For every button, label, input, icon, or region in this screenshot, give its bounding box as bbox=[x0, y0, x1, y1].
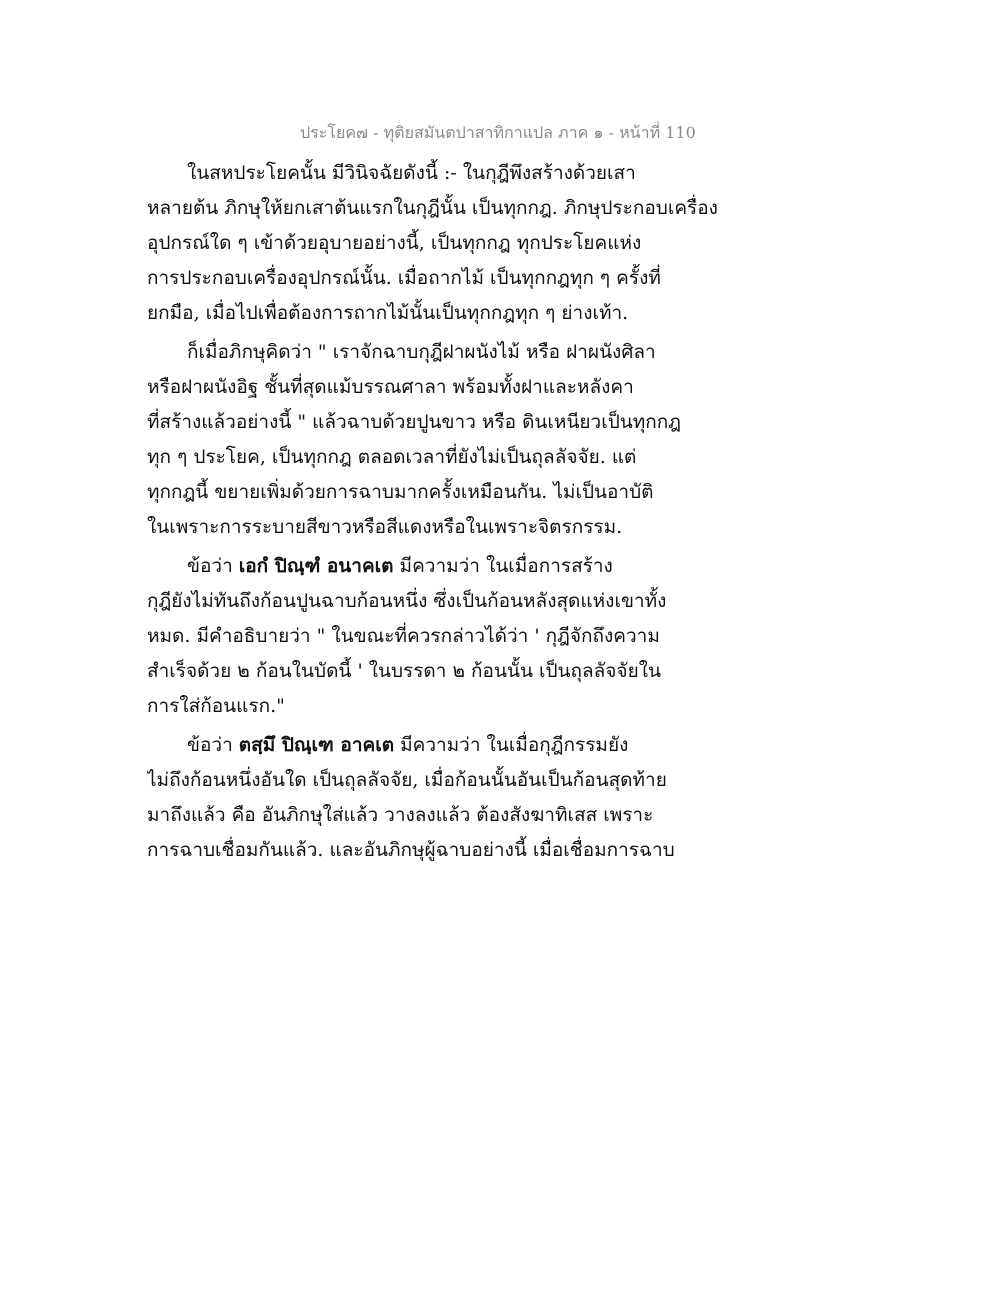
paragraph-3-lead-rest: มีความว่า ในเมื่อการสร้าง bbox=[393, 555, 613, 577]
paragraph-2-line-6: ในเพราะการระบายสีขาวหรือสีแดงหรือในเพราะจิตรกรรม. bbox=[147, 516, 623, 538]
paragraph-4-line-3: มาถึงแล้ว คือ อันภิกษุใส่แล้ว วางลงแล้ว ต้องสังฆาทิเสส เพราะ bbox=[147, 804, 654, 826]
paragraph-4-line-2: ไม่ถึงก้อนหนึ่งอันใด เป็นถุลลัจจัย, เมื่อก้อนนั้นอันเป็นก้อนสุดท้าย bbox=[147, 769, 667, 791]
paragraph-2-line-5: ทุกกฎนี้ ขยายเพิ่มด้วยการฉาบมากครั้งเหมือนกัน. ไม่เป็นอาบัติ bbox=[147, 481, 654, 503]
paragraph-3-line-5: การใส่ก้อนแรก." bbox=[147, 695, 285, 717]
paragraph-1-line-2: หลายต้น ภิกษุให้ยกเสาต้นแรกในกุฎีนั้น เป็นทุกกฎ. ภิกษุประกอบเครื่อง bbox=[147, 197, 718, 219]
pali-term-ekam-pindam: เอกํ ปิณฺฑํ อนาคเต bbox=[238, 555, 394, 577]
paragraph-2-line-4: ทุก ๆ ประโยค, เป็นทุกกฎ ตลอดเวลาที่ยังไม่เป็นถุลลัจจัย. แต่ bbox=[147, 446, 637, 468]
paragraph-1-line-1: ในสหประโยคนั้น มีวินิจฉัยดังนี้ :- ในกุฎีพึงสร้างด้วยเสา bbox=[187, 162, 636, 184]
paragraph-4-line-4: การฉาบเชื่อมกันแล้ว. และอันภิกษุผู้ฉาบอย่างนี้ เมื่อเชื่อมการฉาบ bbox=[147, 839, 675, 861]
document-body bbox=[147, 156, 747, 868]
paragraph-4-lead-rest: มีความว่า ในเมื่อกุฎีกรรมยัง bbox=[394, 734, 629, 756]
paragraph-3-line-4: สำเร็จด้วย ๒ ก้อนในบัดนี้ ' ในบรรดา ๒ ก้อนนั้น เป็นถุลลัจจัยใน bbox=[147, 660, 661, 682]
running-header: ประโยค๗ - ทุติยสมันตปาสาทิกาแปล ภาค ๑ - หน้าที่ 110 bbox=[300, 123, 696, 142]
paragraph-3-line-2: กุฎียังไม่ทันถึงก้อนปูนฉาบก้อนหนึ่ง ซึ่งเป็นก้อนหลังสุดแห่งเขาทั้ง bbox=[147, 590, 667, 612]
paragraph-4-line-1 bbox=[147, 728, 747, 763]
paragraph-4-lead: ข้อว่า bbox=[187, 734, 239, 756]
paragraph-1-line-5: ยกมือ, เมื่อไปเพื่อต้องการถากไม้นั้นเป็นทุกกฎทุก ๆ ย่างเท้า. bbox=[147, 302, 629, 324]
paragraph-1-line-3: อุปกรณ์ใด ๆ เข้าด้วยอุบายอย่างนี้, เป็นทุกกฎ ทุกประโยคแห่ง bbox=[147, 232, 642, 254]
paragraph-3-line-3: หมด. มีคำอธิบายว่า " ในขณะที่ควรกล่าวได้ว่า ' กุฎีจักถึงความ bbox=[147, 625, 660, 647]
paragraph-1-line-4: การประกอบเครื่องอุปกรณ์นั้น. เมื่อถากไม้ เป็นทุกกฎทุก ๆ ครั้งที่ bbox=[147, 267, 661, 289]
paragraph-2-line-2: หรือฝาผนังอิฐ ชั้นที่สุดแม้บรรณศาลา พร้อมทั้งฝาและหลังคา bbox=[147, 376, 634, 398]
pali-term-tasmim-pinde: ตสฺมึ ปิณฺเฑ อาคเต bbox=[238, 734, 395, 756]
paragraph-3-lead: ข้อว่า bbox=[187, 555, 239, 577]
paragraph-2-line-3: ที่สร้างแล้วอย่างนี้ " แล้วฉาบด้วยปูนขาว หรือ ดินเหนียวเป็นทุกกฎ bbox=[147, 411, 682, 433]
paragraph-2-line-1: ก็เมื่อภิกษุคิดว่า " เราจักฉาบกุฎีฝาผนังไม้ หรือ ฝาผนังศิลา bbox=[187, 341, 656, 363]
paragraph-3-line-1 bbox=[147, 549, 747, 584]
